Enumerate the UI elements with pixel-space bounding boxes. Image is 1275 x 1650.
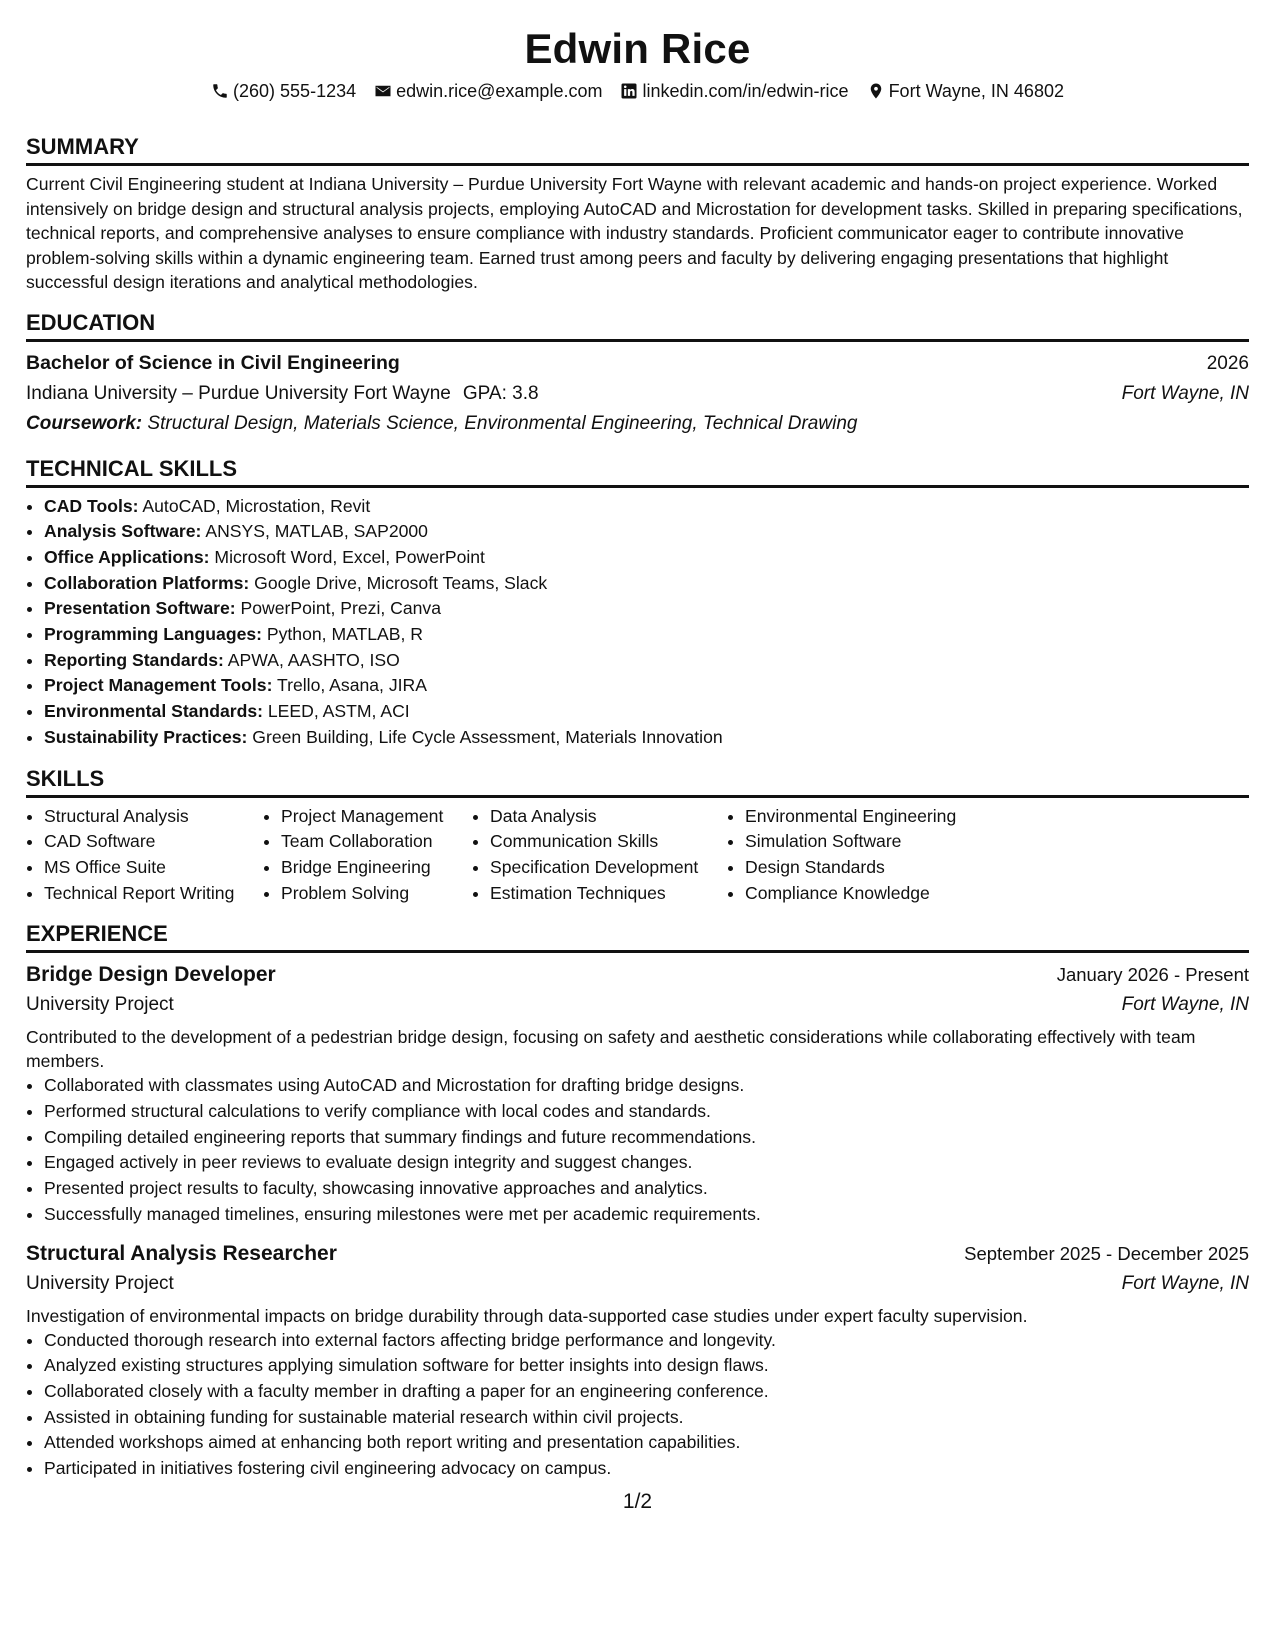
contact-bar bbox=[26, 79, 1249, 103]
job-subheader bbox=[26, 991, 1249, 1019]
list-item: • Specification Development bbox=[490, 855, 727, 881]
skill-label: Office Applications: bbox=[44, 546, 210, 567]
technical-skills-list bbox=[26, 494, 1249, 751]
graduation-year: 2026 bbox=[1206, 352, 1249, 374]
skill-value: PowerPoint, Prezi, Canva bbox=[240, 598, 441, 619]
coursework-label: Coursework: bbox=[26, 412, 143, 434]
resume-page bbox=[26, 24, 1249, 1492]
list-item: • Collaborated closely with a faculty member in drafting a paper for an engineering conference. bbox=[44, 1379, 1249, 1405]
skill-label: Project Management Tools: bbox=[44, 675, 273, 696]
list-item: • Analyzed existing structures applying simulation software for better insights into design flaws. bbox=[44, 1353, 1249, 1379]
skill-label: CAD Tools: bbox=[44, 495, 139, 516]
list-item: • Problem Solving bbox=[281, 881, 472, 907]
list-item: • Technical Report Writing bbox=[44, 881, 263, 907]
job-dates: September 2025 - December 2025 bbox=[964, 1242, 1249, 1264]
skills-column-3 bbox=[472, 804, 727, 907]
email-link[interactable]: edwin.rice@example.com bbox=[396, 81, 603, 101]
map-pin-icon bbox=[867, 82, 885, 100]
resume-header bbox=[26, 24, 1249, 103]
job-bullets bbox=[26, 1328, 1249, 1482]
linkedin-link[interactable]: linkedin.com/in/edwin-rice bbox=[642, 81, 849, 101]
skill-value: Google Drive, Microsoft Teams, Slack bbox=[254, 572, 548, 593]
list-item: • CAD Software bbox=[44, 829, 263, 855]
education-row-degree bbox=[26, 348, 1249, 379]
list-item: • MS Office Suite bbox=[44, 855, 263, 881]
summary-heading: SUMMARY bbox=[26, 133, 1249, 166]
list-item: • Data Analysis bbox=[490, 804, 727, 830]
list-item bbox=[44, 648, 1249, 674]
degree-name: Bachelor of Science in Civil Engineering bbox=[26, 351, 400, 374]
envelope-icon bbox=[374, 82, 392, 100]
list-item: • Attended workshops aimed at enhancing both report writing and presentation capabilities. bbox=[44, 1430, 1249, 1456]
list-item: • Performed structural calculations to verify compliance with local codes and standards. bbox=[44, 1099, 1249, 1125]
skills-column-1 bbox=[26, 804, 263, 907]
job-description: Investigation of environmental impacts on bridge durability through data-supported case studies under expert faculty supervision. bbox=[26, 1305, 1028, 1326]
phone-icon bbox=[211, 82, 229, 100]
list-item: • Compiling detailed engineering reports that summary findings and future recommendations. bbox=[44, 1125, 1249, 1151]
skill-value: ANSYS, MATLAB, SAP2000 bbox=[205, 521, 428, 542]
list-item: • Design Standards bbox=[745, 855, 1005, 881]
list-item: • Environmental Engineering bbox=[745, 804, 1005, 830]
list-item: • Estimation Techniques bbox=[490, 881, 727, 907]
education-heading: EDUCATION bbox=[26, 309, 1249, 342]
contact-email[interactable] bbox=[374, 79, 602, 103]
list-item: • Presented project results to faculty, showcasing innovative approaches and analytics. bbox=[44, 1176, 1249, 1202]
skill-value: LEED, ASTM, ACI bbox=[267, 701, 410, 722]
experience-section bbox=[26, 920, 1249, 1481]
skills-grid bbox=[26, 804, 1249, 907]
job-header bbox=[26, 959, 1249, 991]
job-location: Fort Wayne, IN bbox=[1121, 994, 1249, 1016]
job-title: Structural Analysis Researcher bbox=[26, 1241, 337, 1265]
list-item: • Successfully managed timelines, ensuring milestones were met per academic requirements. bbox=[44, 1202, 1249, 1228]
list-item bbox=[44, 596, 1249, 622]
candidate-name: Edwin Rice bbox=[524, 25, 751, 72]
skill-label: Sustainability Practices: bbox=[44, 726, 248, 747]
list-item: • Compliance Knowledge bbox=[745, 881, 1005, 907]
phone-text: (260) 555-1234 bbox=[233, 81, 357, 101]
school-location: Fort Wayne, IN bbox=[1121, 382, 1249, 404]
linkedin-icon bbox=[620, 82, 638, 100]
coursework-list: Structural Design, Materials Science, Environmental Engineering, Technical Drawing bbox=[147, 412, 858, 434]
list-item: • Structural Analysis bbox=[44, 804, 263, 830]
list-item: • Collaborated with classmates using AutoCAD and Microstation for drafting bridge designs. bbox=[44, 1073, 1249, 1099]
skill-value: Trello, Asana, JIRA bbox=[277, 675, 427, 696]
list-item bbox=[44, 673, 1249, 699]
job-organization: University Project bbox=[26, 1272, 174, 1294]
list-item: • Participated in initiatives fostering civil engineering advocacy on campus. bbox=[44, 1456, 1249, 1482]
experience-heading: EXPERIENCE bbox=[26, 920, 1249, 953]
job-entry bbox=[26, 1238, 1249, 1482]
list-item bbox=[44, 519, 1249, 545]
job-subheader bbox=[26, 1270, 1249, 1298]
list-item bbox=[44, 494, 1249, 520]
school-line bbox=[26, 379, 539, 409]
education-row-school bbox=[26, 379, 1249, 409]
skill-label: Analysis Software: bbox=[44, 521, 202, 542]
education-section bbox=[26, 309, 1249, 439]
list-item: • Assisted in obtaining funding for sustainable material research within civil projects. bbox=[44, 1405, 1249, 1431]
technical-skills-heading: TECHNICAL SKILLS bbox=[26, 455, 1249, 488]
skill-value: APWA, AASHTO, ISO bbox=[227, 649, 400, 670]
list-item bbox=[44, 571, 1249, 597]
gpa: GPA: 3.8 bbox=[462, 382, 539, 404]
skills-column-2 bbox=[263, 804, 472, 907]
list-item: • Conducted thorough research into external factors affecting bridge performance and longevity. bbox=[44, 1328, 1249, 1354]
page-number: 1/2 bbox=[622, 1490, 653, 1513]
job-bullets bbox=[26, 1073, 1249, 1227]
list-item: • Team Collaboration bbox=[281, 829, 472, 855]
skill-value: Microsoft Word, Excel, PowerPoint bbox=[214, 546, 485, 567]
list-item: • Engaged actively in peer reviews to evaluate design integrity and suggest changes. bbox=[44, 1150, 1249, 1176]
skill-label: Presentation Software: bbox=[44, 598, 236, 619]
list-item: • Project Management bbox=[281, 804, 472, 830]
summary-section bbox=[26, 133, 1249, 295]
job-description: Contributed to the development of a pedestrian bridge design, focusing on safety and aesthetic considerations while collaborating effectively with team members. bbox=[26, 1027, 1196, 1072]
list-item: • Simulation Software bbox=[745, 829, 1005, 855]
list-item bbox=[44, 545, 1249, 571]
skill-value: Python, MATLAB, R bbox=[266, 624, 424, 645]
job-entry bbox=[26, 959, 1249, 1227]
skills-heading: SKILLS bbox=[26, 765, 1249, 798]
contact-linkedin[interactable] bbox=[620, 79, 848, 103]
contact-location bbox=[867, 79, 1064, 103]
job-dates: January 2026 - Present bbox=[1056, 964, 1249, 986]
skills-section bbox=[26, 765, 1249, 907]
list-item bbox=[44, 622, 1249, 648]
contact-phone bbox=[211, 79, 356, 103]
coursework-line bbox=[26, 409, 1249, 439]
job-title: Bridge Design Developer bbox=[26, 963, 276, 987]
skill-label: Reporting Standards: bbox=[44, 649, 224, 670]
skill-value: AutoCAD, Microstation, Revit bbox=[142, 495, 371, 516]
skill-label: Programming Languages: bbox=[44, 624, 262, 645]
list-item: • Communication Skills bbox=[490, 829, 727, 855]
technical-skills-section bbox=[26, 455, 1249, 751]
list-item bbox=[44, 699, 1249, 725]
list-item: • Bridge Engineering bbox=[281, 855, 472, 881]
job-location: Fort Wayne, IN bbox=[1121, 1272, 1249, 1294]
school-name: Indiana University – Purdue University Fort Wayne bbox=[26, 382, 451, 404]
skill-label: Environmental Standards: bbox=[44, 701, 263, 722]
skills-column-4 bbox=[727, 804, 1005, 907]
list-item bbox=[44, 725, 1249, 751]
skill-value: Green Building, Life Cycle Assessment, Materials Innovation bbox=[252, 726, 723, 747]
job-header bbox=[26, 1238, 1249, 1270]
skill-label: Collaboration Platforms: bbox=[44, 572, 250, 593]
location-text: Fort Wayne, IN 46802 bbox=[888, 81, 1064, 101]
job-organization: University Project bbox=[26, 994, 174, 1016]
summary-text: Current Civil Engineering student at Indiana University – Purdue University Fort Wayne with relevant academic and hands-on project experience. Worked intensively on bridge design and structural analysis projects, employing AutoCAD and Microstation for development tasks. Skilled in preparing specifications, technical reports, and comprehensive analyses to ensure compliance with industry standards. Proficient communicator eager to contribute innovative problem-solving skills within a dynamic engineering team. Earned trust among peers and faculty by delivering engaging presentations that highlight successful design iterations and analytical methodologies. bbox=[26, 174, 1243, 292]
